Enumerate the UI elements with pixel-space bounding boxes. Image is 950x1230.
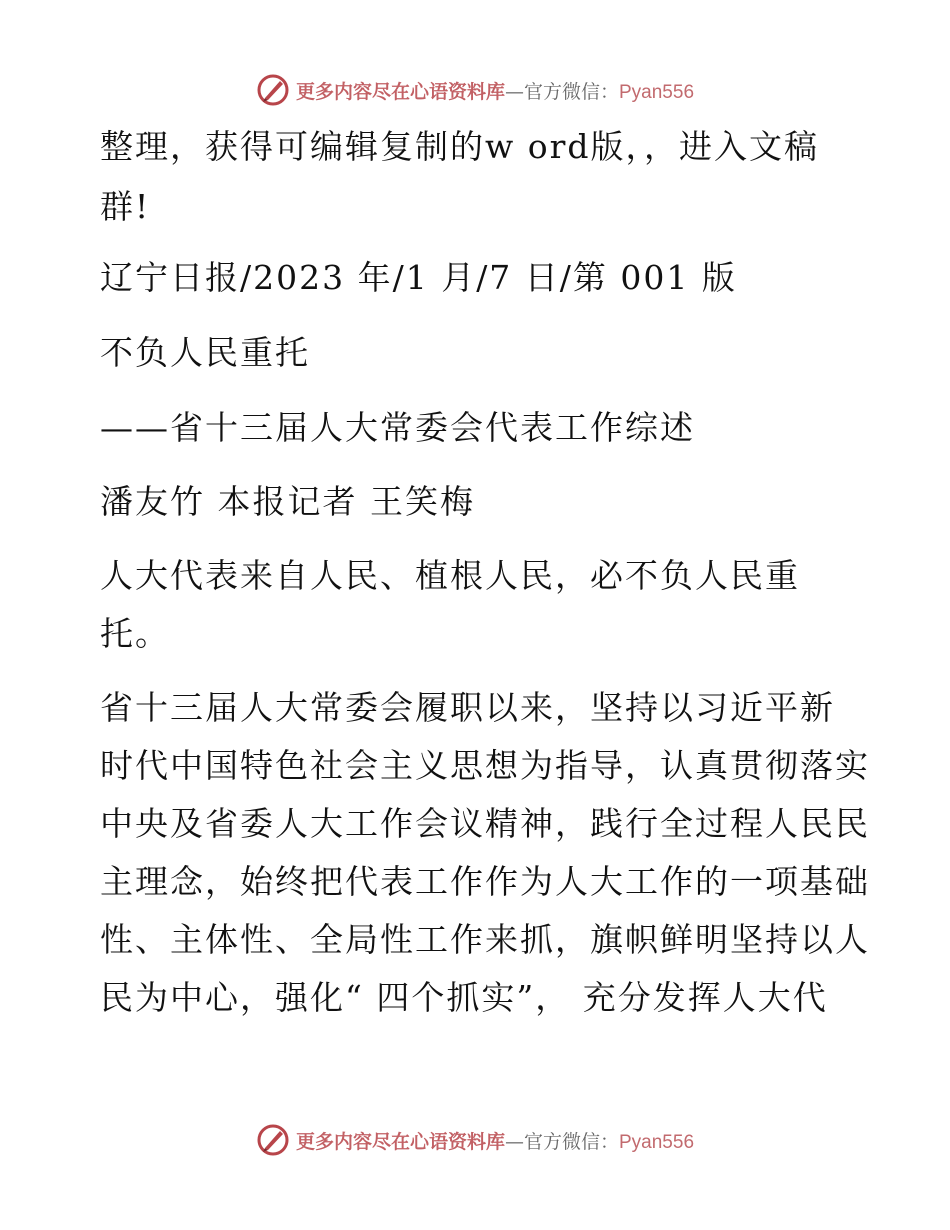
header-watermark <box>0 70 950 110</box>
watermark-wechat-label: 官方微信： <box>523 80 619 103</box>
byline: 潘友竹 本报记者 王笑梅 <box>100 482 475 521</box>
article-title: 不负人民重托 <box>100 333 310 372</box>
watermark-dash: — <box>504 1130 524 1153</box>
watermark-brand: 更多内容尽在心语资料库 <box>295 1130 505 1153</box>
watermark-brand: 更多内容尽在心语资料库 <box>295 80 505 103</box>
dateline: 辽宁日报/2023 年/1 月/7 日/第 001 版 <box>100 258 737 297</box>
body-line: 整理，获得可编辑复制的w ord版，，进入文稿 <box>100 127 820 166</box>
watermark-wechat-id: Pyan556 <box>619 1131 695 1153</box>
watermark-dash: — <box>504 80 524 103</box>
body-line: 群! <box>100 187 151 226</box>
watermark-text <box>296 77 694 104</box>
footer-watermark <box>0 1120 950 1160</box>
body-line: 托。 <box>100 614 170 653</box>
watermark-wechat-label: 官方微信： <box>523 1130 619 1153</box>
article-subtitle: ——省十三届人大常委会代表工作综述 <box>100 408 695 447</box>
watermark-wechat-id: Pyan556 <box>619 81 695 103</box>
body-line: 人大代表来自人民、植根人民，必不负人民重 <box>100 556 800 595</box>
quill-logo-icon <box>256 73 290 107</box>
body-line: 省十三届人大常委会履职以来，坚持以习近平新 <box>100 688 835 727</box>
body-line: 时代中国特色社会主义思想为指导，认真贯彻落实 <box>100 746 870 785</box>
watermark-text <box>296 1127 694 1154</box>
body-line: 中央及省委人大工作会议精神，践行全过程人民民 <box>100 804 870 843</box>
body-line: 民为中心，强化“ 四个抓实”， 充分发挥人大代 <box>100 978 828 1017</box>
body-line: 性、主体性、全局性工作来抓，旗帜鲜明坚持以人 <box>100 920 870 959</box>
quill-logo-icon <box>256 1123 290 1157</box>
body-line: 主理念，始终把代表工作作为人大工作的一项基础 <box>100 862 870 901</box>
